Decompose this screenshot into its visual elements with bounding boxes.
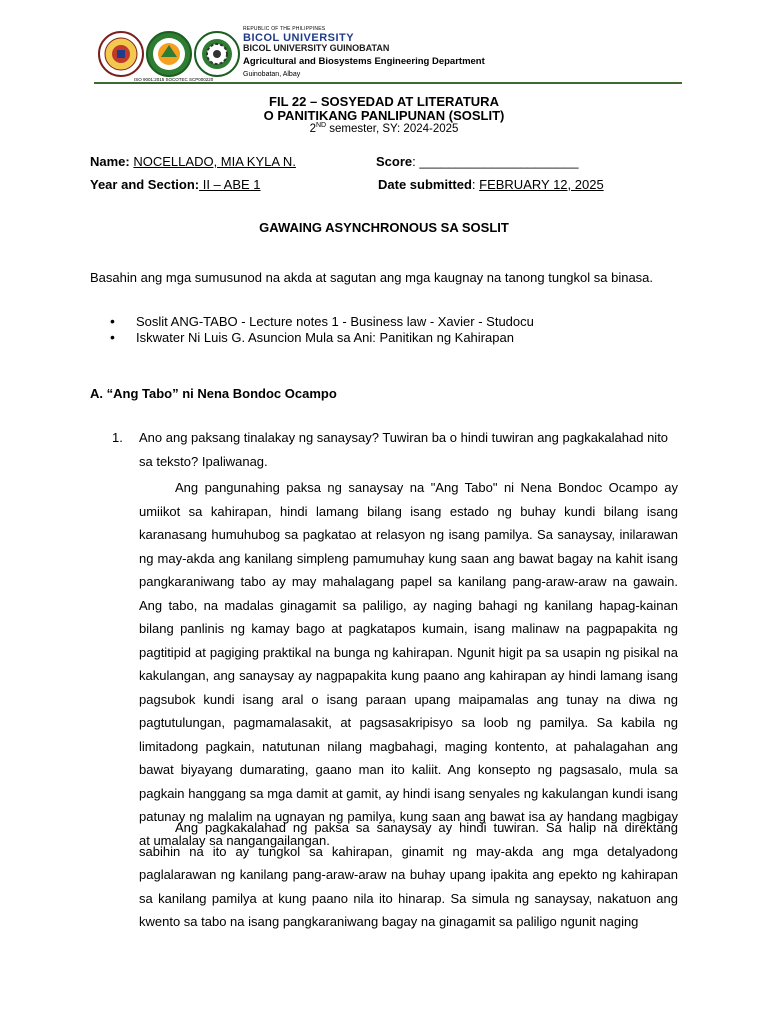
iso-certification-text: ISO 9001:2015 SOCOTEC SCP000220	[134, 77, 214, 82]
year-section-field	[90, 177, 261, 192]
date-colon: :	[471, 177, 480, 192]
semester-suffix: ND	[315, 122, 327, 129]
activity-title: GAWAING ASYNCHRONOUS SA SOSLIT	[259, 220, 509, 235]
course-title-line1: FIL 22 – SOSYEDAD AT LITERATURA	[269, 94, 499, 109]
semester-number: 2	[309, 122, 316, 135]
department-name: Agricultural and Biosystems Engineering Department	[243, 56, 485, 67]
score-label: Score	[376, 154, 413, 169]
instructions-text: Basahin ang mga sumusunod na akda at sagutan ang mga kaugnay na tanong tungkol sa binasa.	[90, 270, 654, 285]
date-submitted-field	[378, 177, 604, 192]
semester-line	[0, 122, 768, 135]
semester-text: semester, SY: 2024-2025	[326, 122, 459, 135]
engineering-department-seal-icon	[194, 31, 240, 77]
reference-item: • Iskwater Ni Luis G. Asuncion Mula sa Ani: Panitikan ng Kahirapan	[110, 330, 690, 346]
document-header	[98, 26, 686, 84]
score-field	[376, 154, 578, 169]
reference-list	[110, 314, 690, 345]
name-label: Name:	[90, 154, 130, 169]
header-text	[243, 26, 485, 78]
header-rule	[94, 82, 682, 84]
date-submitted-value: FEBRUARY 12, 2025	[479, 177, 604, 192]
date-submitted-label: Date submitted	[378, 177, 472, 192]
republic-label: REPUBLIC OF THE PHILIPPINES	[243, 26, 326, 32]
year-section-label: Year and Section:	[90, 177, 200, 192]
university-name: BICOL UNIVERSITY	[243, 32, 355, 44]
campus-address: Guinobatan, Albay	[243, 71, 301, 78]
question-1	[112, 426, 682, 473]
question-number: 1.	[112, 430, 123, 445]
answer-paragraph-2: Ang pagkakalahad ng paksa sa sanaysay ay hindi tuwiran. Sa halip na direktang sabihin na ito ay tungkol sa kahirapan, ginamit ng may-akda ang mga detalyadong paglalarawan ng kanilang pang-araw-araw na buhay upang ipakita ang epekto ng kahirapan sa kanilang pamilya at kung paano nila ito hinarap. Sa simula ng sanaysay, nakatuon ang kwento sa tabo na isang pangkaraniwang bagay na ginagamit sa paliligo ngunit naging	[139, 820, 678, 929]
reference-item: • Soslit ANG-TABO - Lecture notes 1 - Business law - Xavier - Studocu	[110, 314, 690, 330]
year-section-value: II – ABE 1	[199, 177, 261, 192]
campus-name: BICOL UNIVERSITY GUINOBATAN	[243, 43, 390, 53]
name-value: NOCELLADO, MIA KYLA N.	[133, 154, 296, 169]
bicol-university-seal-icon	[98, 31, 144, 77]
guinobatan-campus-seal-icon	[146, 31, 192, 77]
name-field	[90, 154, 296, 169]
answer-paragraph-1: Ang pangunahing paksa ng sanaysay na "Ang Tabo" ni Nena Bondoc Ocampo ay umiikot sa kahirapan, hindi lamang bilang isang estado ng buhay kundi bilang isang karanasang humuhubog sa pagkatao at relasyon ng isang pamilya. Sa sanaysay, inilarawan ng may-akda ang kanilang simpleng pamumuhay kung saan ang bawat bagay na kahit isang pangkaraniwang tabo ay may mahalagang papel sa kanilang pang-araw-araw na gawain. Ang tabo, na madalas ginagamit sa paliligo, ay naging bahagi ng kanilang hapag-kainan bilang panlinis ng kamay bago at pagkatapos kumain, isang malinaw na pagpapakita ng pagtitipid at pagiging praktikal na bunga ng kahirapan. Ngunit higit pa sa usapin ng pisikal na kakulangan, ang sanaysay ay nagpapakita kung paano ang kahirapan ay hindi lamang isang pagsubok kundi isang aral o isang paraan upang maipamalas ang tunay na diwa ng pagtutulungan, pagmamalasakit, at pagsasakripisyo sa loob ng pamilya. Sa kabila ng limitadong pagkain, natutunan nilang magbahagi, maging kontento, at pahalagahan ang bawat biyayang dumarating, gaano man ito kaliit. Ang konsepto ng pagsasalo, mula sa pagkain hanggang sa mga damit at gamit, ay hindi isang senyales ng kakulangan kundi isang patunay ng malalim na ugnayan ng pamilya, kung saan ang bawat isa ay handang magbigay at umalalay sa nangangailangan.	[139, 480, 678, 848]
question-text: Ano ang paksang tinalakay ng sanaysay? Tuwiran ba o hindi tuwiran ang pagkakalahad nito sa teksto? Ipaliwanag.	[139, 430, 669, 469]
section-a-heading: A. “Ang Tabo” ni Nena Bondoc Ocampo	[90, 386, 337, 401]
course-title-line2: O PANITIKANG PANLIPUNAN (SOSLIT)	[263, 108, 505, 123]
score-value: : ______________________	[412, 154, 579, 169]
